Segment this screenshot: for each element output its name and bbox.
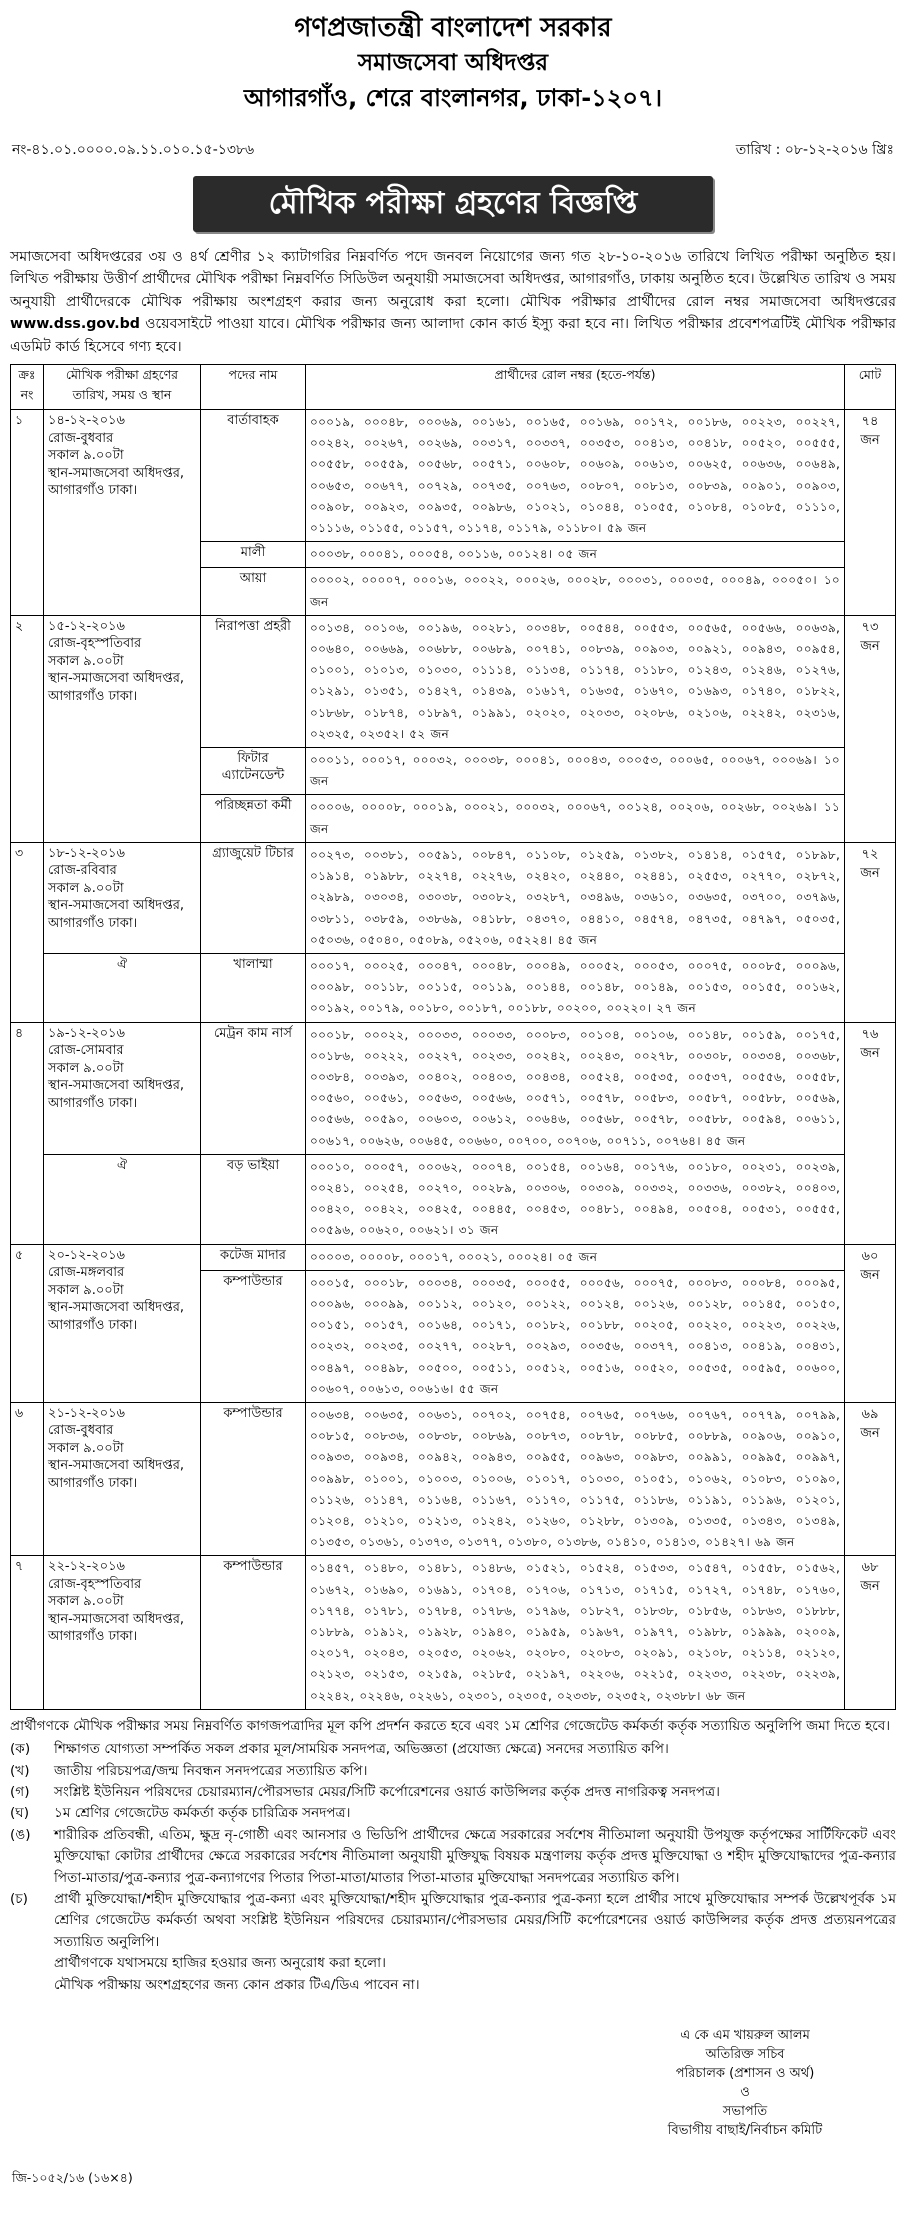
total-cell: ৭২ জন <box>845 842 896 1022</box>
table-row <box>11 953 896 1022</box>
datetime-cell: ২১-১২-২০১৬ রোজ-বুধবার সকাল ৯.০০টা স্থান-সমাজসেবা অধিদপ্তর, আগারগাঁও ঢাকা। <box>44 1402 201 1555</box>
total-cell: ৭৪ জন <box>845 410 896 616</box>
datetime-cell: ১৯-১২-২০১৬ রোজ-সোমবার সকাল ৯.০০টা স্থান-সমাজসেবা অধিদপ্তর, আগারগাঁও ঢাকা। <box>44 1022 201 1154</box>
serial-cell: ৭ <box>11 1556 44 1709</box>
header-post: পদের নাম <box>201 365 306 410</box>
table-row <box>11 1022 896 1154</box>
document-item-key: (ক) <box>10 1741 31 1758</box>
table-row <box>11 1556 896 1709</box>
roll-numbers-cell: ০১৪৫৭, ০১৪৮০, ০১৪৮১, ০১৪৮৬, ০১৫২১, ০১৫২৪, ০১৫৩৩, ০১৫৪৭, ০১৫৫৮, ০১৫৬২, ০১৬৭২, ০১৬৯০, ০১৬৯১, ০১৭০৪, ০১৭০৬, ০১৭১৩, ০১৭১৫, ০১৭২৭, ০১৭৪৮, ০১৭৬০, ০১৭৭৪, ০১৭৮১, ০১৭৮৪, ০১৭৮৬, ০১৭৯৬, ০১৮২৭, ০১৮৩৮, ০১৮৫৬, ০১৮৬৩, ০১৮৮৮, ০১৮৮৯, ০১৯১২, ০১৯২৮, ০১৯৪০, ০১৯৫৯, ০১৯৬৭, ০১৯৭৭, ০১৯৮৮, ০১৯৯৯, ০২০০৯, ০২০১৭, ০২০৪৩, ০২০৫৩, ০২০৬২, ০২০৮০, ০২০৮৩, ০২০৯১, ০২১০৮, ০২১১৪, ০২১২০, ০২১২৩, ০২১৫৩, ০২১৫৯, ০২১৮৫, ০২১৯৭, ০২২০৬, ০২২১৫, ০২২৩৩, ০২২৩৮, ০২২৩৯, ০২২৪২, ০২২৪৬, ০২২৬১, ০২৩০১, ০২৩০৫, ০২৩৩৮, ০২৩৫২, ০২৩৮৮। ৬৮ জন <box>306 1556 845 1709</box>
datetime-cell: ২০-১২-২০১৬ রোজ-মঙ্গলবার সকাল ৯.০০টা স্থান-সমাজসেবা অধিদপ্তর, আগারগাঁও ঢাকা। <box>44 1244 201 1402</box>
header-datetime: মৌখিক পরীক্ষা গ্রহণের তারিখ, সময় ও স্থান <box>44 365 201 410</box>
reference-row <box>10 138 896 162</box>
roll-numbers-cell: ০০০০৩, ০০০০৮, ০০০১৭, ০০০২১, ০০০২৪। ০৫ জন <box>306 1244 845 1270</box>
document-item-key: (খ) <box>10 1762 30 1779</box>
roll-numbers-cell: ০০০১১, ০০০১৭, ০০০৩২, ০০০৩৮, ০০০৪১, ০০০৪৩, ০০০৫৩, ০০০৬৫, ০০০৬৭, ০০০৬৯। ১০ জন <box>306 748 845 795</box>
document-item-key: (ঙ) <box>10 1826 31 1843</box>
post-name-cell: বার্তাবাহক <box>201 410 306 542</box>
post-name-cell: কম্পাউন্ডার <box>201 1402 306 1555</box>
document-item <box>10 1803 896 1824</box>
document-item-text: সংশ্লিষ্ট ইউনিয়ন পরিষদের চেয়ারম্যান/পৌরসভার মেয়র/সিটি কর্পোরেশনের ওয়ার্ড কাউন্সিলর কর্তৃক প্রদত্ত নাগরিকত্ব সনদপত্র। <box>54 1784 720 1801</box>
serial-cell: ২ <box>11 615 44 842</box>
serial-cell: ৪ <box>11 1022 44 1244</box>
serial-cell: ৬ <box>11 1402 44 1555</box>
roll-numbers-cell: ০০০০২, ০০০০৭, ০০০১৬, ০০০২২, ০০০২৬, ০০০২৮, ০০০৩১, ০০০৩৫, ০০০৪৯, ০০০৫০। ১০ জন <box>306 568 845 615</box>
post-name-cell: ফিটার এ্যাটেনডেন্ট <box>201 748 306 795</box>
document-item-key: (ঘ) <box>10 1805 30 1822</box>
roll-numbers-cell: ০০৬৩৪, ০০৬৩৫, ০০৬৩১, ০০৭০২, ০০৭৫৪, ০০৭৬৫, ০০৭৬৬, ০০৭৬৭, ০০৭৭৯, ০০৭৯৯, ০০৮১৫, ০০৮৩৬, ০০৮৩৮, ০০৮৬৯, ০০৮৭৩, ০০৮৭৮, ০০৮৮৫, ০০৮৮৯, ০০৯০৬, ০০৯১০, ০০৯৩৩, ০০৯৩৪, ০০৯৪২, ০০৯৪৩, ০০৯৫৫, ০০৯৬৩, ০০৯৮৩, ০০৯৯১, ০০৯৯৫, ০০৯৯৭, ০০৯৯৮, ০১০০১, ০১০০৩, ০১০০৬, ০১০১৭, ০১০৩০, ০১০৫১, ০১০৬২, ০১০৮৩, ০১০৯০, ০১১২৬, ০১১৪৭, ০১১৬৪, ০১১৬৭, ০১১৭০, ০১১৭৫, ০১১৮৬, ০১১৯১, ০১১৯৬, ০১২০১, ০১২০৪, ০১২১০, ০১২১৩, ০১২৪২, ০১২৬০, ০১২৮৮, ০১৩০৯, ০১৩৩৫, ০১৩৪৩, ০১৩৪৯, ০১৩৫৩, ০১৩৬১, ০১৩৭৩, ০১৩৭৭, ০১৩৮০, ০১৩৮৬, ০১৪১০, ০১৪১৩, ০১৪২৭। ৬৯ জন <box>306 1402 845 1555</box>
ditto-cell: ঐ <box>44 953 201 1022</box>
table-row <box>11 1244 896 1270</box>
header-serial: ক্রঃ নং <box>11 365 44 410</box>
signatory-title-4: বিভাগীয় বাছাই/নির্বাচন কমিটি <box>667 2123 823 2139</box>
post-name-cell: বড় ভাইয়া <box>201 1154 306 1244</box>
table-body <box>11 410 896 1710</box>
signature-block <box>610 2026 880 2140</box>
address: আগারগাঁও, শেরে বাংলানগর, ঢাকা-১২০৭। <box>243 84 663 112</box>
table-row <box>11 615 896 747</box>
document-item <box>10 1782 896 1803</box>
signatory-name: এ কে এম খায়রুল আলম <box>680 2028 810 2044</box>
post-name-cell: কম্পাউন্ডার <box>201 1270 306 1402</box>
roll-numbers-cell: ০০১৩৪, ০০১০৬, ০০১৯৬, ০০২৮১, ০০৩৪৮, ০০৫৪৪, ০০৫৫৩, ০০৫৬৫, ০০৫৬৬, ০০৬৩৯, ০০৬৪০, ০০৬৬৯, ০০৬৮৮, ০০৬৮৯, ০০৭৪১, ০০৮৩৯, ০০৯০৩, ০০৯২১, ০০৯৪৩, ০০৯৫৪, ০১০০১, ০১০১৩, ০১০৩০, ০১১১৪, ০১১৩৪, ০১১৭৪, ০১১৮০, ০১২৪৩, ০১২৪৬, ০১২৭৬, ০১২৯১, ০১৩৫১, ০১৪২৭, ০১৪৩৯, ০১৬১৭, ০১৬৩৫, ০১৬৭০, ০১৬৯৩, ০১৭৪০, ০১৮২২, ০১৮৬৮, ০১৮৭৪, ০১৮৯৭, ০১৯৯১, ০২০২০, ০২০৩৩, ০২০৮৬, ০২১০৬, ০২২৪২, ০২৩১৬, ০২৩২৫, ০২৩৫২। ৫২ জন <box>306 615 845 747</box>
total-cell: ৬৯ জন <box>845 1402 896 1555</box>
post-name-cell: মেট্রন কাম নার্স <box>201 1022 306 1154</box>
post-name-cell: মালী <box>201 542 306 568</box>
roll-numbers-cell: ০০২৭৩, ০০৩৮১, ০০৫৯১, ০০৮৪৭, ০১১০৮, ০১২৫৯, ০১৩৮২, ০১৪১৪, ০১৫৭৫, ০১৮৯৮, ০১৯১৪, ০১৯৮৮, ০২২৭৪, ০২২৭৬, ০২৪২০, ০২৪৪০, ০২৪৪১, ০২৫৫৩, ০২৭৭০, ০২৮৭২, ০২৯৮৯, ০৩০৩৪, ০৩০৩৮, ০৩০৮২, ০৩২৮৭, ০৩৪৯৬, ০৩৬১০, ০৩৬৩৫, ০৩৭০০, ০৩৭৯৬, ০৩৮১১, ০৩৮৫৯, ০৩৮৬৯, ০৪১৮৮, ০৪৩৭০, ০৪৪১০, ০৪৫৭৪, ০৪৭৩৫, ০৪৭৯৭, ০৫০৩৫, ০৫০৩৬, ০৫০৪০, ০৫০৮৯, ০৫২০৬, ০৫২২৪। ৪৫ জন <box>306 842 845 953</box>
govt-title: গণপ্রজাতন্ত্রী বাংলাদেশ সরকার <box>294 13 612 43</box>
roll-numbers-cell: ০০০১৫, ০০০১৮, ০০০৩৪, ০০০৩৫, ০০০৫৫, ০০০৫৬, ০০০৭৫, ০০০৮৩, ০০০৮৪, ০০০৯৫, ০০০৯৬, ০০০৯৯, ০০১১২, ০০১২০, ০০১২২, ০০১২৪, ০০১২৬, ০০১২৮, ০০১৪৫, ০০১৫০, ০০১৫১, ০০১৫৭, ০০১৬৪, ০০১৭১, ০০১৮২, ০০১৮৮, ০০২০৫, ০০২২০, ০০২২৩, ০০২২৬, ০০২৩২, ০০২৩৫, ০০২৭৭, ০০২৮৭, ০০২৯৩, ০০৩৫৬, ০০৩৭৭, ০০৪১৩, ০০৪১৯, ০০৪৩১, ০০৪৯৭, ০০৪৯৮, ০০৫০০, ০০৫১১, ০০৫১২, ০০৫১৬, ০০৫২০, ০০৫৩৫, ০০৫৯৫, ০০৬০০, ০০৬০৭, ০০৬১৩, ০০৬১৬। ৫৫ জন <box>306 1270 845 1402</box>
signatory-and: ও <box>740 2085 750 2101</box>
serial-cell: ১ <box>11 410 44 616</box>
serial-cell: ৩ <box>11 842 44 1022</box>
schedule-table <box>10 364 896 1710</box>
serial-cell: ৫ <box>11 1244 44 1402</box>
roll-numbers-cell: ০০০১৭, ০০০২৫, ০০০৪৭, ০০০৪৮, ০০০৪৯, ০০০৫২, ০০০৫৩, ০০০৭৫, ০০০৮৫, ০০০৯৬, ০০০৯৮, ০০১১৮, ০০১১৫, ০০১১৯, ০০১৪৪, ০০১৪৮, ০০১৪৯, ০০১৫৩, ০০১৫৫, ০০১৬২, ০০১৯২, ০০১৭৯, ০০১৮০, ০০১৮৭, ০০১৮৮, ০০২০০, ০০২২০। ২৭ জন <box>306 953 845 1022</box>
post-name-cell: কটেজ মাদার <box>201 1244 306 1270</box>
total-cell: ৭৩ জন <box>845 615 896 842</box>
document-item <box>10 1739 896 1760</box>
document-item-text: শারীরিক প্রতিবন্ধী, এতিম, ক্ষুদ্র নৃ-গোষ্ঠী এবং আনসার ও ভিডিপি প্রার্থীদের ক্ষেত্রে সরকারের সর্বশেষ নীতিমালা অনুযায়ী উপযুক্ত কর্তৃপক্ষের সার্টিফিকেট এবং মুক্তিযোদ্ধা কোটার প্রার্থীদের ক্ষেত্রে সরকারের সর্বশেষ নীতিমালা অনুযায়ী মুক্তিযুদ্ধ বিষয়ক মন্ত্রণালয় কর্তৃক প্রদত্ত মুক্তিযোদ্ধা ও শহীদ মুক্তিযোদ্ধাদের পুত্র-কন্যার পিতা-মাতার/পুত্র-কন্যার পুত্র-কন্যাগণের পিতার পিতা-মাতা/মাতার পিতা-মাতার মুক্তিযোদ্ধা সনদপত্রের সত্যায়িত কপি। <box>54 1826 896 1886</box>
footer <box>10 1716 896 1996</box>
notice-page <box>10 0 896 2185</box>
document-list <box>10 1739 896 1953</box>
footer-intro: প্রার্থীগণকে মৌখিক পরীক্ষার সময় নিম্নবর্ণিত কাগজপত্রাদির মূল কপি প্রদর্শন করতে হবে এবং ১ম শ্রেণির গেজেটেড কর্মকর্তা কর্তৃক সত্যায়িত অনুলিপি জমা দিতে হবে। <box>10 1717 891 1734</box>
notice-date: তারিখ : ০৮-১২-২০১৬ খ্রিঃ <box>735 142 894 158</box>
signatory-title-1: অতিরিক্ত সচিব <box>705 2047 785 2063</box>
header <box>10 0 896 116</box>
document-item-key: (চ) <box>10 1891 28 1908</box>
document-item-text: ১ম শ্রেণির গেজেটেড কর্মকর্তা কর্তৃক চারিত্রিক সনদপত্র। <box>54 1805 351 1822</box>
department-title: সমাজসেবা অধিদপ্তর <box>357 50 549 76</box>
total-cell: ৭৬ জন <box>845 1022 896 1244</box>
datetime-cell: ১৫-১২-২০১৬ রোজ-বৃহস্পতিবার সকাল ৯.০০টা স্থান-সমাজসেবা অধিদপ্তর, আগারগাঁও ঢাকা। <box>44 615 201 842</box>
table-row <box>11 410 896 542</box>
post-name-cell: নিরাপত্তা প্রহরী <box>201 615 306 747</box>
document-item-key: (গ) <box>10 1784 30 1801</box>
document-item <box>10 1825 896 1889</box>
datetime-cell: ১৮-১২-২০১৬ রোজ-রবিবার সকাল ৯.০০টা স্থান-সমাজসেবা অধিদপ্তর, আগারগাঁও ঢাকা। <box>44 842 201 953</box>
table-row <box>11 1154 896 1244</box>
post-name-cell: খালাম্মা <box>201 953 306 1022</box>
datetime-cell: ২২-১২-২০১৬ রোজ-বৃহস্পতিবার সকাল ৯.০০টা স্থান-সমাজসেবা অধিদপ্তর, আগারগাঁও ঢাকা। <box>44 1556 201 1709</box>
post-name-cell: পরিচ্ছন্নতা কর্মী <box>201 795 306 842</box>
document-item <box>10 1761 896 1782</box>
header-total: মোট <box>845 365 896 410</box>
print-memo: জি-১০৫২/১৬ (১৬×৪) <box>12 2170 133 2185</box>
ditto-cell: ঐ <box>44 1154 201 1244</box>
roll-numbers-cell: ০০০১৮, ০০০২২, ০০০৩৩, ০০০৩৩, ০০০৮৩, ০০১০৪, ০০১০৬, ০০১৪৮, ০০১৫৯, ০০১৭৫, ০০১৮৬, ০০২২২, ০০২২৭, ০০২৩৩, ০০২৪২, ০০২৪৩, ০০২৭৮, ০০৩০৮, ০০৩৩৪, ০০৩৬৮, ০০৩৮৪, ০০৩৯৩, ০০৪০২, ০০৪০৩, ০০৪৩৪, ০০৫২৪, ০০৫৩৫, ০০৫৩৭, ০০৫৫৬, ০০৫৫৮, ০০৫৬০, ০০৫৬১, ০০৫৬৩, ০০৫৬৬, ০০৫৭১, ০০৫৭৮, ০০৫৮৩, ০০৫৮৭, ০০৫৮৮, ০০৫৬৯, ০০৫৬৬, ০০৫৯০, ০০৬০৩, ০০৬১২, ০০৬৪৬, ০০৫৬৮, ০০৫৭৮, ০০৫৮৮, ০০৫৯৪, ০০৬১১, ০০৬১৭, ০০৬২৬, ০০৬৪৫, ০০৬৬০, ০০৭০০, ০০৭০৬, ০০৭১১, ০০৭৬৪। ৪৫ জন <box>306 1022 845 1154</box>
post-name-cell: কম্পাউন্ডার <box>201 1556 306 1709</box>
header-rolls: প্রার্থীদের রোল নম্বর (হতে-পর্যন্ত) <box>306 365 845 410</box>
total-cell: ৬০ জন <box>845 1244 896 1402</box>
note-ta-da: মৌখিক পরীক্ষায় অংশগ্রহণের জন্য কোন প্রকার টিএ/ডিএ পাবেন না। <box>54 1976 420 1993</box>
post-name-cell: গ্র্যাজুয়েট টিচার <box>201 842 306 953</box>
signatory-title-2: পরিচালক (প্রশাসন ও অর্থ) <box>675 2066 815 2082</box>
intro-text-before: সমাজসেবা অধিদপ্তরের ৩য় ও ৪র্থ শ্রেণীর ১২ ক্যাটাগরির নিম্নবর্ণিত পদে জনবল নিয়োগের জন্য গত ২৮-১০-২০১৬ তারিখে লিখিত পরীক্ষা অনুষ্ঠিত হয়। লিখিত পরীক্ষায় উত্তীর্ণ প্রার্থীদের মৌখিক পরীক্ষা নিম্নবর্ণিত সিডিউল অনুযায়ী সমাজসেবা অধিদপ্তর, আগারগাঁও, ঢাকায় অনুষ্ঠিত হবে। উল্লেখিত তারিখ ও সময় অনুযায়ী প্রার্থীদেরকে মৌখিক পরীক্ষায় অংশগ্রহণ করার জন্য অনুরোধ করা হলো। মৌখিক পরীক্ষার প্রার্থীদের রোল নম্বর সমাজসেবা অধিদপ্তরের <box>10 249 896 310</box>
document-item-text: জাতীয় পরিচয়পত্র/জন্ম নিবন্ধন সনদপত্রের সত্যায়িত কপি। <box>54 1762 368 1779</box>
signatory-title-3: সভাপতি <box>722 2104 768 2120</box>
memo-number: নং-৪১.০১.০০০০.০৯.১১.০১০.১৫-১৩৮৬ <box>12 142 255 158</box>
intro-paragraph <box>10 246 896 358</box>
document-item-text: শিক্ষাগত যোগ্যতা সম্পর্কিত সকল প্রকার মূল/সাময়িক সনদপত্র, অভিজ্ঞতা (প্রযোজ্য ক্ষেত্রে) সনদের সত্যায়িত কপি। <box>54 1741 669 1758</box>
datetime-cell: ১৪-১২-২০১৬ রোজ-বুধবার সকাল ৯.০০টা স্থান-সমাজসেবা অধিদপ্তর, আগারগাঁও ঢাকা। <box>44 410 201 616</box>
roll-numbers-cell: ০০০০৬, ০০০০৮, ০০০১৯, ০০০২১, ০০০৩২, ০০০৬৭, ০০১২৪, ০০২০৬, ০০২৬৮, ০০২৬৯। ১১ জন <box>306 795 845 842</box>
table-header-row <box>11 365 896 410</box>
notice-banner: মৌখিক পরীক্ষা গ্রহণের বিজ্ঞপ্তি <box>193 176 713 232</box>
note-attend: প্রার্থীগণকে যথাসময়ে হাজির হওয়ার জন্য অনুরোধ করা হলো। <box>54 1955 386 1972</box>
total-cell: ৬৮ জন <box>845 1556 896 1709</box>
post-name-cell: আয়া <box>201 568 306 615</box>
roll-numbers-cell: ০০০৩৮, ০০০৪১, ০০০৫৪, ০০১১৬, ০০১২৪। ০৫ জন <box>306 542 845 568</box>
intro-text-after: ওয়েবসাইটে পাওয়া যাবে। মৌখিক পরীক্ষার জন্য আলাদা কোন কার্ড ইস্যু করা হবে না। লিখিত পরীক্ষার প্রবেশপত্রটিই মৌখিক পরীক্ষার এডমিট কার্ড হিসেবে গণ্য হবে। <box>10 316 896 355</box>
roll-numbers-cell: ০০০১৯, ০০০৪৮, ০০০৬৯, ০০১৬১, ০০১৬৫, ০০১৬৯, ০০১৭২, ০০১৮৬, ০০২২৩, ০০২২৭, ০০২৪২, ০০২৬৭, ০০২৬৯, ০০৩১৭, ০০৩৩৭, ০০৩৫৩, ০০৪১৩, ০০৪১৮, ০০৫২০, ০০৫৫৫, ০০৫৫৮, ০০৫৫৯, ০০৫৬৮, ০০৫৭১, ০০৬০৮, ০০৬০৯, ০০৬১৩, ০০৬২৫, ০০৬৩৬, ০০৬৪৯, ০০৬৫৩, ০০৬৭৭, ০০৭২৯, ০০৭৩৫, ০০৭৬৩, ০০৮০৭, ০০৮১৩, ০০৮৩৯, ০০৯০১, ০০৯০৩, ০০৯০৮, ০০৯২৩, ০০৯৩৫, ০০৯৮৬, ০১০২১, ০১০৪৪, ০১০৫৫, ০১০৮৪, ০১০৮৫, ০১১১০, ০১১১৬, ০১১৫৫, ০১১৫৭, ০১১৭৪, ০১১৭৯, ০১১৮০। ৫৯ জন <box>306 410 845 542</box>
table-row <box>11 1402 896 1555</box>
roll-numbers-cell: ০০০১০, ০০০৫৭, ০০০৬২, ০০০৭৪, ০০১৫৪, ০০১৬৪, ০০১৭৬, ০০১৮০, ০০২৩১, ০০২৩৯, ০০২৪১, ০০২৫৪, ০০২৭০, ০০২৮৯, ০০৩০৬, ০০৩০৯, ০০৩৩২, ০০৩৩৬, ০০৩৮২, ০০৪০৩, ০০৪২০, ০০৪২২, ০০৪২৫, ০০৪৪৫, ০০৪৫৩, ০০৪৮১, ০০৪৯৪, ০০৫০৪, ০০৫৩১, ০০৫৫৫, ০০৫৯৬, ০০৬২০, ০০৬২১। ৩১ জন <box>306 1154 845 1244</box>
table-row <box>11 842 896 953</box>
document-item <box>10 1889 896 1953</box>
website-link[interactable]: www.dss.gov.bd <box>10 316 140 333</box>
document-item-text: প্রার্থী মুক্তিযোদ্ধা/শহীদ মুক্তিযোদ্ধার পুত্র-কন্যা এবং মুক্তিযোদ্ধা/শহীদ মুক্তিযোদ্ধার পুত্র-কন্যার পুত্র-কন্যা হলে প্রার্থীর সাথে মুক্তিযোদ্ধার সম্পর্ক উল্লেখপূর্বক ১ম শ্রেণির গেজেটেড কর্মকর্তা অথবা সংশ্লিষ্ট ইউনিয়ন পরিষদের চেয়ারম্যান/পৌরসভার মেয়র/সিটি কর্পোরেশনের ওয়ার্ড কাউন্সিলর কর্তৃক প্রদত্ত প্রত্যয়নপত্রের সত্যায়িত অনুলিপি। <box>54 1891 896 1950</box>
